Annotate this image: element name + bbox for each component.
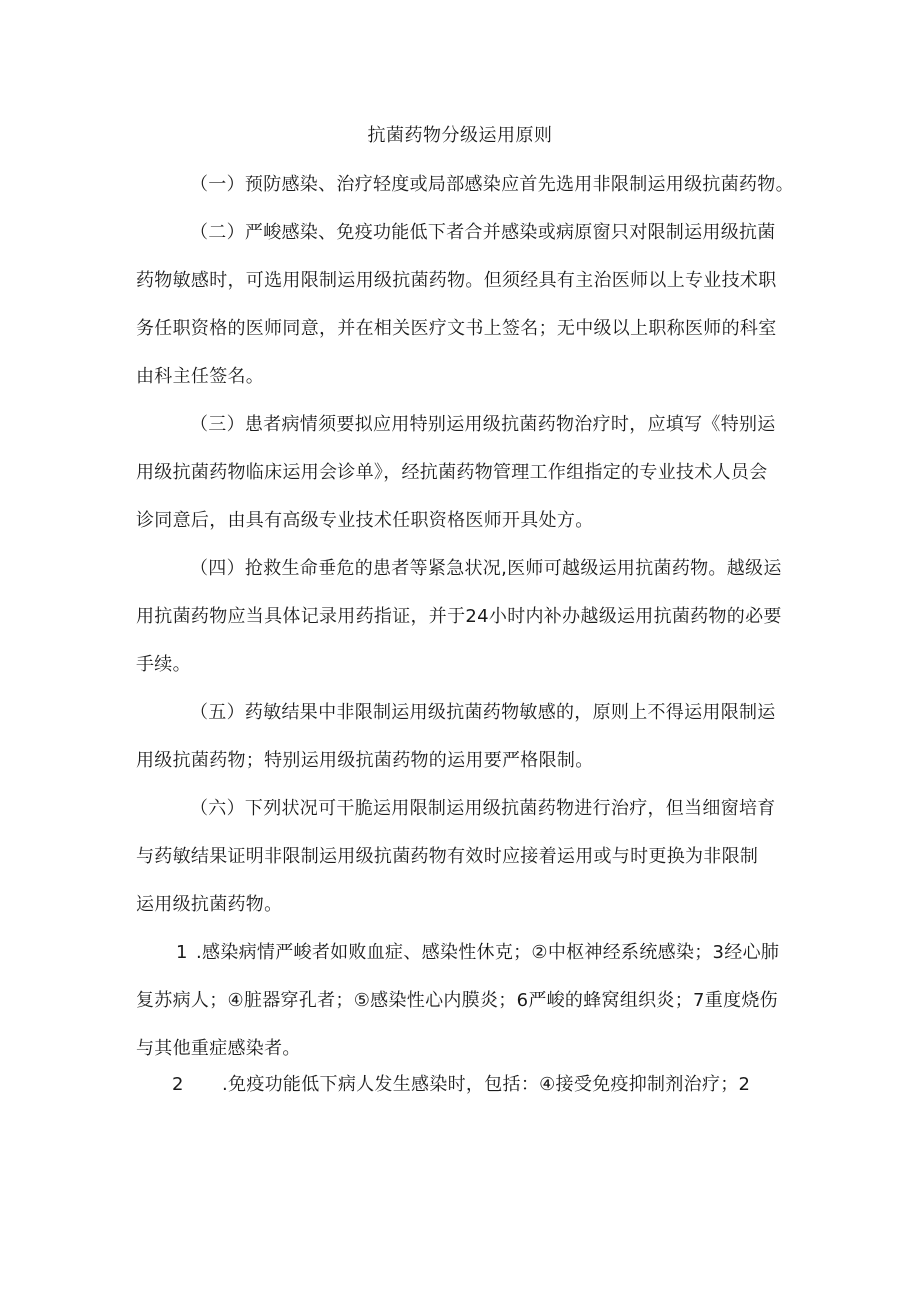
paragraph-line: 诊同意后，由具有高级专业技术任职资格医师开具处方。 — [136, 510, 594, 531]
paragraph-line: （五）药敏结果中非限制运用级抗菌药物敏感的，原则上不得运用限制运 — [190, 702, 776, 723]
paragraph-line: 用级抗菌药物临床运用会诊单》，经抗菌药物管理工作组指定的专业技术人员会 — [136, 462, 768, 483]
paragraph-line: 复苏病人；④脏器穿孔者；⑤感染性心内膜炎；6严峻的蜂窝组织炎；7重度烧伤 — [136, 990, 778, 1011]
list-number: 2 — [172, 1074, 184, 1095]
paragraph-line: 与药敏结果证明非限制运用级抗菌药物有效时应接着运用或与时更换为非限制 — [136, 846, 759, 867]
paragraph-line: （四）抢救生命垂危的患者等紧急状况,医师可越级运用抗菌药物。越级运 — [190, 558, 782, 579]
paragraph-line: （二）严峻感染、免疫功能低下者合并感染或病原窗只对限制运用级抗菌 — [190, 222, 776, 243]
paragraph-line: （一）预防感染、治疗轻度或局部感染应首先选用非限制运用级抗菌药物。 — [190, 174, 794, 195]
paragraph-line: 由科主任签名。 — [136, 366, 265, 387]
paragraph-line: 与其他重症感染者。 — [136, 1038, 301, 1059]
paragraph-line: .感染病情严峻者如败血症、感染性休克；②中枢神经系统感染；3经心肺 — [196, 942, 780, 963]
paragraph-line: （三）患者病情须要拟应用特别运用级抗菌药物治疗时，应填写《特别运 — [190, 414, 776, 435]
paragraph-line: 务任职资格的医师同意，并在相关医疗文书上签名；无中级以上职称医师的科室 — [136, 318, 777, 339]
paragraph-line: 运用级抗菌药物。 — [136, 894, 283, 915]
paragraph-line: .免疫功能低下病人发生感染时，包括：④接受免疫抑制剂治疗；2 — [222, 1074, 751, 1095]
list-number: 1 — [176, 942, 188, 963]
paragraph-line: 药物敏感时，可选用限制运用级抗菌药物。但须经具有主治医师以上专业技术职 — [136, 270, 777, 291]
paragraph-line: （六）下列状况可干脆运用限制运用级抗菌药物进行治疗，但当细窗培育 — [190, 798, 776, 819]
paragraph-line: 手续。 — [136, 654, 191, 675]
paragraph-line: 用抗菌药物应当具体记录用药指证，并于24小时内补办越级运用抗菌药物的必要 — [136, 606, 782, 627]
document-title: 抗菌药物分级运用原则 — [367, 125, 553, 146]
paragraph-line: 用级抗菌药物；特别运用级抗菌药物的运用要严格限制。 — [136, 750, 594, 771]
